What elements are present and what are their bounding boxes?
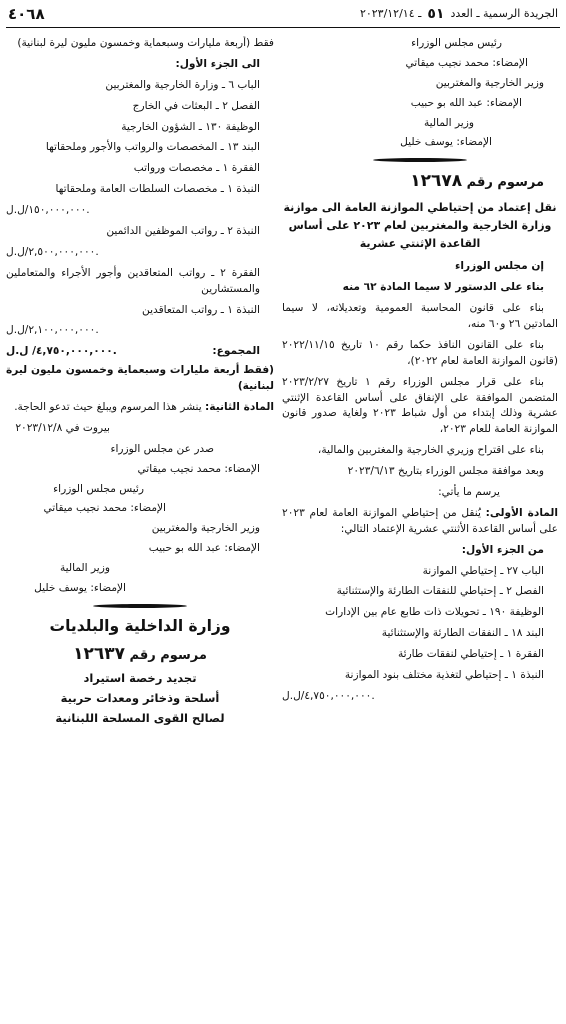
decrees-line: يرسم ما يأتي:	[438, 485, 500, 498]
article-2-label: المادة الثانية:	[205, 401, 274, 414]
to-function: الوظيفة ١٣٠ ـ الشؤون الخارجية	[121, 120, 260, 133]
issue-number: ٥١	[427, 6, 445, 22]
to-clause-3: النبذة ١ ـ رواتب المتعاقدين	[142, 303, 260, 316]
article-1-text: يُنقل من إحتياطي الموازنة العامة لعام ٢٠٢٣ على أساس القاعدة الأثنتي عشرية الإعتماد التالي:	[282, 506, 558, 535]
only-words: فقط (أربعة مليارات وسبعماية وخمسون مليون ليرة لبنانية)	[17, 37, 274, 49]
right-column	[282, 36, 558, 1018]
recital-5: وبعد موافقة مجلس الوزراء بتاريخ ٢٠٢٣/٦/١٣	[347, 465, 544, 478]
total-row	[6, 344, 274, 360]
sig-fm-name: الإمضاء: عبد الله بو حبيب	[410, 96, 522, 109]
total-words: (فقط أربعة مليارات وسبعماية وخمسون مليون ليرة لبنانية)	[6, 364, 274, 393]
decree-number: ١٢٦٧٨	[410, 171, 463, 192]
from-amount: ٤,٧٥٠,٠٠٠,٠٠٠/ل.ل.	[282, 689, 375, 702]
left-column	[6, 36, 274, 1018]
recital-4: بناء على اقتراح وزيري الخارجية والمغتربين والمالية،	[317, 444, 544, 457]
to-para-2: الفقرة ٢ ـ رواتب المتعاقدين وأجور الأجراء والمتعاملين والمستشارين	[6, 266, 260, 295]
to-amount-2: ٢,٥٠٠,٠٠٠,٠٠٠/ل.ل.	[6, 245, 99, 258]
sig-pm-name: الإمضاء: محمد نجيب ميقاتي	[405, 56, 528, 69]
sig-pm-name-2: الإمضاء: محمد نجيب ميقاتي	[43, 502, 166, 515]
sig-fm-name-2: الإمضاء: عبد الله بو حبيب	[148, 542, 260, 555]
page-header	[6, 6, 560, 28]
gazette-info	[360, 4, 558, 25]
sig-pm-title-2: رئيس مجلس الوزراء	[53, 482, 144, 495]
section-divider	[282, 159, 558, 161]
decree-prefix-2: مرسوم رقم	[129, 648, 207, 664]
decree-subject-line-3: لصالح القوى المسلحة اللبنانية	[55, 710, 225, 725]
gazette-name: الجريدة الرسمية ـ العدد	[450, 7, 558, 21]
decree-subject-line-2: أسلحة وذخائر ومعدات حربية	[60, 690, 220, 705]
from-section: الفصل ٢ ـ إحتياطي للنفقات الطارئة والإستثنائية	[336, 585, 544, 598]
to-amount-3: ٢,١٠٠,٠٠٠,٠٠٠/ل.ل.	[6, 324, 99, 337]
article-2-text: ينشر هذا المرسوم ويبلغ حيث تدعو الحاجة.	[14, 401, 202, 414]
sig-fm-title-2: وزير الخارجية والمغتربين	[151, 522, 260, 535]
total-amount: ٤,٧٥٠,٠٠٠,٠٠٠/ ل.ل.	[6, 345, 117, 358]
page-number: ٤٠٦٨	[8, 5, 45, 24]
to-clause-2: النبذة ٢ ـ رواتب الموظفين الدائمين	[106, 225, 260, 238]
decree-title	[282, 169, 558, 195]
from-chapter: الباب ٢٧ ـ إحتياطي الموازنة	[422, 564, 544, 577]
to-part: الى الجزء الأول:	[175, 57, 260, 70]
sig-1-name: الإمضاء: محمد نجيب ميقاتي	[137, 462, 260, 475]
section-divider-2	[6, 605, 274, 607]
from-clause: النبذة ١ ـ إحتياطي لتغذية مختلف بنود الموازنة	[344, 668, 544, 681]
issued-by: صدر عن مجلس الوزراء	[110, 442, 214, 455]
from-item: البند ١٨ ـ النفقات الطارئة والإستثنائية	[381, 627, 544, 640]
decree-subject: نقل إعتماد من إحتياطي الموازنة العامة الى موازنة وزارة الخارجية والمغتربين لعام ٢٠٢٣ على أساس القاعدة الإثنتي عشرية	[283, 200, 557, 251]
to-item: البند ١٣ ـ المخصصات والرواتب والأجور وملحقاتها	[45, 141, 260, 154]
council-intro: إن مجلس الوزراء	[454, 260, 544, 273]
article-1	[282, 506, 558, 538]
sig-fin-name: الإمضاء: يوسف خليل	[400, 136, 492, 149]
from-paragraph: الفقرة ١ ـ إحتياطي لنفقات طارئة	[397, 648, 544, 661]
from-function: الوظيفة ١٩٠ ـ تحويلات ذات طابع عام بين الإدارات	[325, 606, 544, 619]
place-date: بيروت في ٢٠٢٣/١٢/٨	[15, 421, 110, 434]
sig-pm-title: رئيس مجلس الوزراء	[411, 37, 502, 49]
ministry-heading: وزارة الداخلية والبلديات	[49, 616, 231, 635]
to-para-1: الفقرة ١ ـ مخصصات ورواتب	[133, 162, 260, 175]
to-section: الفصل ٢ ـ البعثات في الخارج	[132, 99, 260, 112]
constitution-ref: بناء على الدستور لا سيما المادة ٦٢ منه	[342, 281, 544, 294]
to-clause-1: النبذة ١ ـ مخصصات السلطات العامة وملحقاتها	[55, 183, 260, 196]
decree-subject-line-1: تجديد رخصة استيراد	[83, 670, 197, 685]
recital-3: بناء على قرار مجلس الوزراء رقم ١ تاريخ ٢٠٢٣/٢/٢٧ المتضمن الموافقة على الإنفاق على أساس القاعدة الإثنتي عشرية وذلك إبتداء من أول شباط ٢٠٢٣ ولغاية صدور قانون الموازنة العامة للعام ٢٠٢٣،	[282, 375, 558, 436]
issue-date: ـ ٢٠٢٣/١٢/١٤	[359, 7, 422, 21]
sig-fin-name-2: الإمضاء: يوسف خليل	[34, 582, 126, 595]
total-label: المجموع:	[212, 345, 260, 358]
to-amount-1: ١٥٠,٠٠٠,٠٠٠/ل.ل.	[6, 204, 90, 217]
from-part: من الجزء الأول:	[461, 543, 544, 556]
decree-title-2	[6, 642, 274, 668]
article-2	[6, 400, 274, 416]
recital-2: بناء على القانون النافذ حكما رقم ١٠ تاريخ ٢٠٢٢/١١/١٥ (قانون الموازنة العامة لعام ٢٠٢٢)،	[282, 338, 558, 367]
article-1-label: المادة الأولى:	[485, 506, 558, 519]
decree-number-2: ١٢٦٣٧	[73, 644, 126, 665]
decree-prefix: مرسوم رقم	[466, 175, 544, 191]
sig-fin-title-2: وزير المالية	[59, 562, 110, 575]
to-chapter: الباب ٦ ـ وزارة الخارجية والمغتربين	[105, 78, 260, 91]
sig-fin-title: وزير المالية	[423, 116, 474, 129]
sig-fm-title: وزير الخارجية والمغتربين	[435, 76, 544, 89]
recital-1: بناء على قانون المحاسبة العمومية وتعديلاته، لا سيما المادتين ٢٦ و٦٠ منه،	[282, 302, 558, 330]
